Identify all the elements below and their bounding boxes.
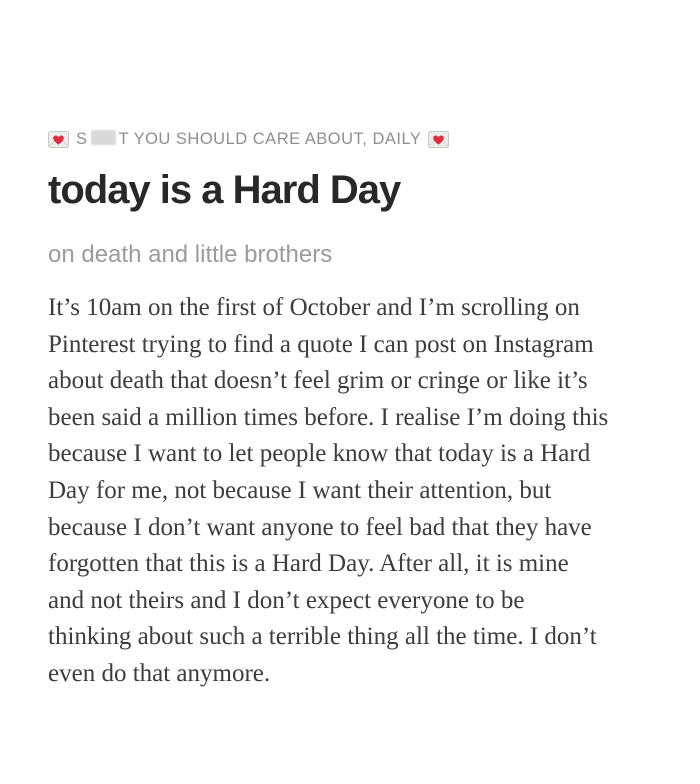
body-line: Pinterest trying to find a quote I can post on Instagram: [48, 330, 594, 358]
body-line: and not theirs and I don’t expect everyone to be: [48, 586, 525, 614]
body-line: been said a million times before. I realise I’m doing this: [48, 403, 609, 431]
article-title: today is a Hard Day: [48, 168, 401, 212]
body-line: It’s 10am on the first of October and I’m scrolling on: [48, 294, 580, 321]
love-letter-icon: [428, 131, 449, 148]
eyebrow-text-after-censor: T YOU SHOULD CARE ABOUT, DAILY: [118, 130, 422, 148]
body-line: about death that doesn’t feel grim or cringe or like it’s: [48, 367, 588, 395]
body-line: because I want to let people know that today is a Hard: [48, 440, 591, 468]
eyebrow-text: [76, 128, 421, 150]
newsletter-eyebrow: [48, 128, 656, 150]
censored-word-blur: [91, 130, 116, 145]
article-subtitle: on death and little brothers: [48, 241, 333, 268]
body-line: thinking about such a terrible thing all the time. I don’t: [48, 623, 597, 651]
love-letter-icon: [48, 131, 69, 148]
body-line: even do that anymore.: [48, 659, 271, 687]
body-line: forgotten that this is a Hard Day. After all, it is mine: [48, 550, 569, 578]
article-body: [48, 290, 656, 693]
body-line: because I don’t want anyone to feel bad that they have: [48, 513, 592, 541]
body-line: Day for me, not because I want their attention, but: [48, 476, 552, 504]
eyebrow-text-before-censor: S: [76, 130, 88, 148]
